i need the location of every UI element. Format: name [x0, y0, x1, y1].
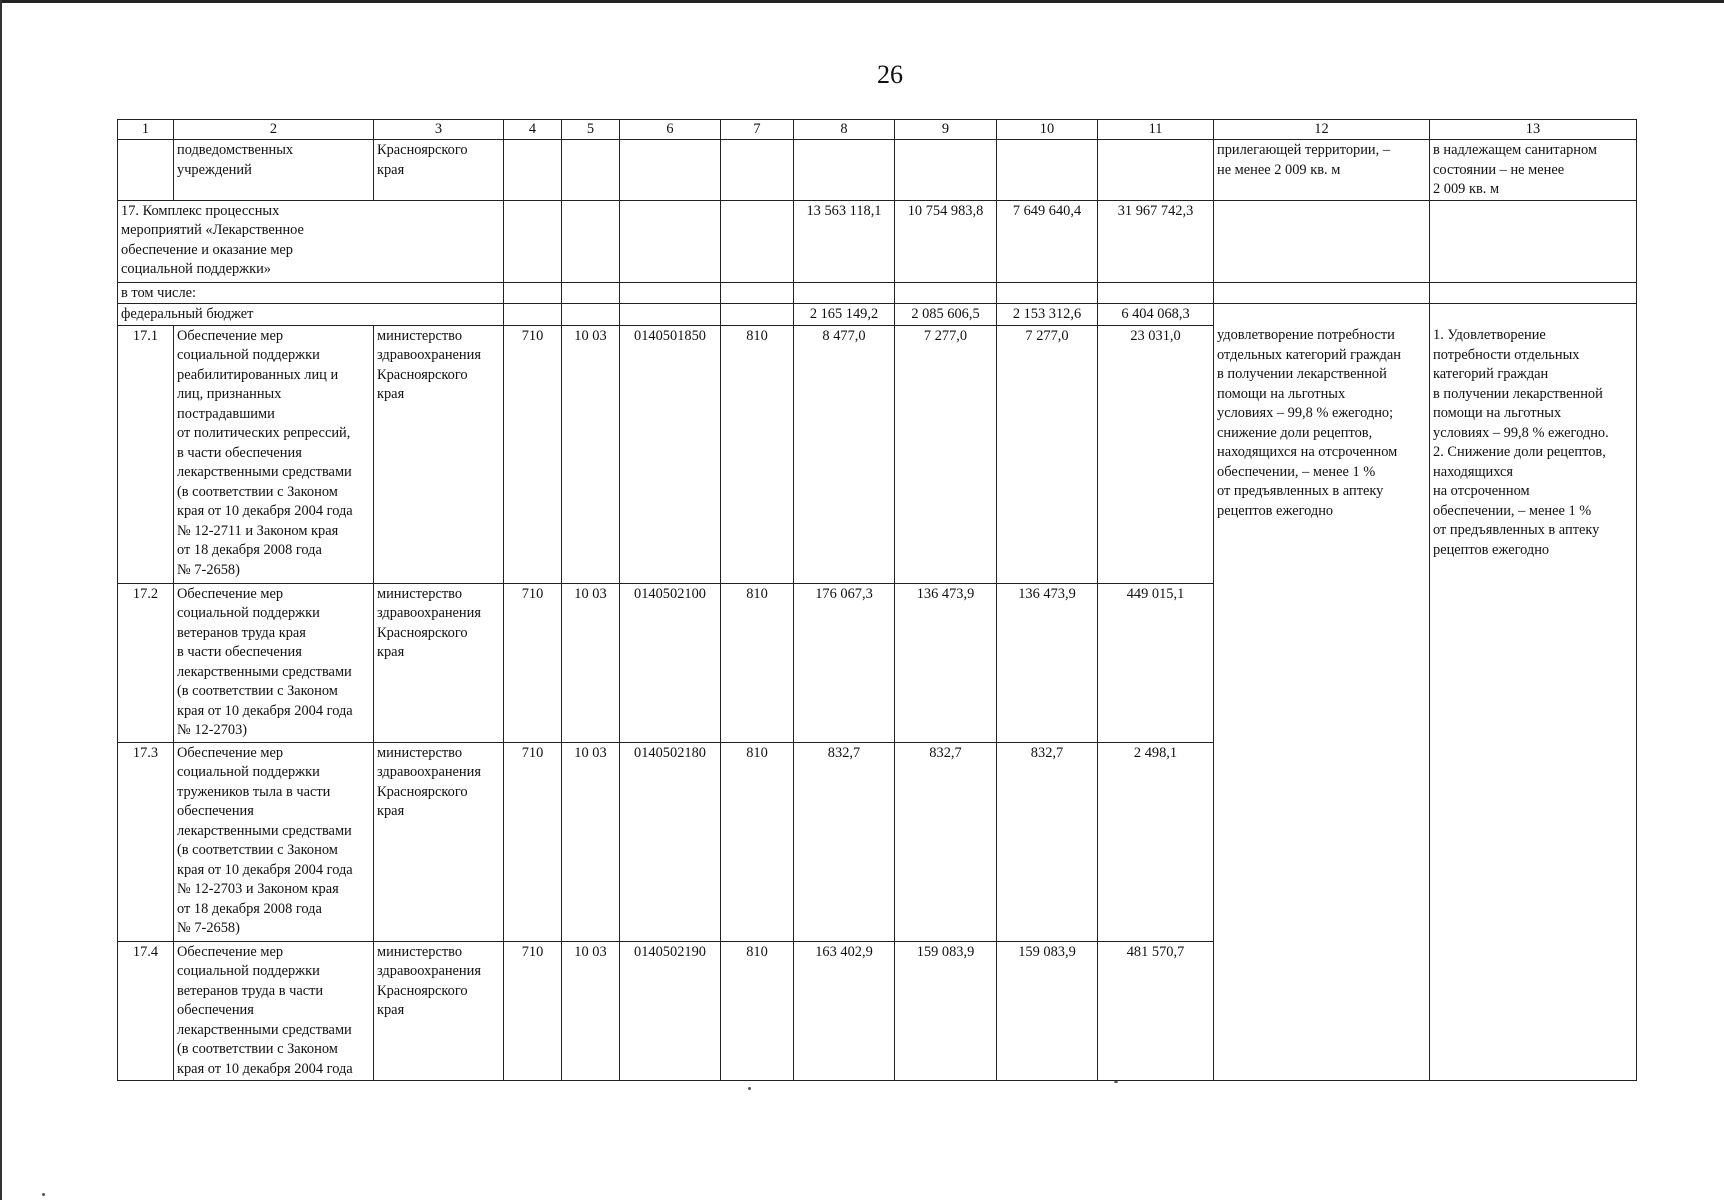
value-col-11: 2 498,1 [1098, 742, 1214, 941]
incl-cell-5 [562, 282, 620, 304]
col-num-13: 13 [1430, 120, 1637, 140]
cont-cell-6 [620, 140, 721, 201]
federal-budget-row [118, 304, 1637, 326]
complex-cell-7 [721, 200, 794, 282]
code-grbs: 710 [504, 583, 562, 742]
cont-cell-8 [794, 140, 895, 201]
incl-cell-9 [895, 282, 997, 304]
fed-cell-13 [1430, 304, 1637, 326]
incl-cell-10 [997, 282, 1098, 304]
value-col-10: 136 473,9 [997, 583, 1098, 742]
cont-cell-10 [997, 140, 1098, 201]
complex-cell-4 [504, 200, 562, 282]
row-number: 17.3 [118, 742, 174, 941]
col-num-2: 2 [174, 120, 374, 140]
cont-name: подведомственных учреждений [174, 140, 374, 201]
row-number: 17.4 [118, 941, 174, 1080]
complex-value-11: 31 967 742,3 [1098, 200, 1214, 282]
value-col-9: 832,7 [895, 742, 997, 941]
value-col-10: 7 277,0 [997, 325, 1098, 583]
complex-value-10: 7 649 640,4 [997, 200, 1098, 282]
code-target-article: 0140502180 [620, 742, 721, 941]
code-target-article: 0140502100 [620, 583, 721, 742]
code-target-article: 0140501850 [620, 325, 721, 583]
incl-cell-7 [721, 282, 794, 304]
col-num-3: 3 [374, 120, 504, 140]
fed-cell-5 [562, 304, 620, 326]
value-col-11: 23 031,0 [1098, 325, 1214, 583]
complex-value-8: 13 563 118,1 [794, 200, 895, 282]
complex-cell-6 [620, 200, 721, 282]
measure-name: Обеспечение мер социальной поддержки ветеранов труда края в части обеспечения лекарственными средствами (в соответствии с Законом края от 10 декабря 2004 года № 12-2703) [174, 583, 374, 742]
value-col-11: 449 015,1 [1098, 583, 1214, 742]
col-num-5: 5 [562, 120, 620, 140]
executor: министерство здравоохранения Красноярского края [374, 941, 504, 1080]
measure-name: Обеспечение мер социальной поддержки тружеников тыла в части обеспечения лекарственными средствами (в соответствии с Законом края от 10 декабря 2004 года № 12-2703 и Законом края от 18 декабря 2008 года № 7-2658) [174, 742, 374, 941]
cont-executor: Красноярского края [374, 140, 504, 201]
federal-value-8: 2 165 149,2 [794, 304, 895, 326]
cont-cell-9 [895, 140, 997, 201]
code-section: 10 03 [562, 941, 620, 1080]
incl-cell-13 [1430, 282, 1637, 304]
measure-name: Обеспечение мер социальной поддержки реабилитированных лиц и лиц, признанных пострадавшими от политических репрессий, в части обеспечения лекарственными средствами (в соответствии с Законом края от 10 декабря 2004 года № 12-2711 и Законом края от 18 декабря 2008 года № 7-2658) [174, 325, 374, 583]
value-col-9: 159 083,9 [895, 941, 997, 1080]
complex-title: 17. Комплекс процессных мероприятий «Лекарственное обеспечение и оказание мер социальной поддержки» [118, 200, 504, 282]
value-col-9: 136 473,9 [895, 583, 997, 742]
executor: министерство здравоохранения Красноярского края [374, 583, 504, 742]
code-grbs: 710 [504, 941, 562, 1080]
executor: министерство здравоохранения Красноярского края [374, 742, 504, 941]
incl-cell-6 [620, 282, 721, 304]
cont-result-13: в надлежащем санитарном состоянии – не менее 2 009 кв. м [1430, 140, 1637, 201]
code-expense-type: 810 [721, 583, 794, 742]
col-num-4: 4 [504, 120, 562, 140]
value-col-8: 8 477,0 [794, 325, 895, 583]
row-number: 17.2 [118, 583, 174, 742]
scan-speck [42, 1193, 45, 1196]
page-number: 26 [877, 60, 903, 89]
fed-cell-6 [620, 304, 721, 326]
including-label: в том числе: [118, 282, 504, 304]
col-num-11: 11 [1098, 120, 1214, 140]
executor: министерство здравоохранения Красноярского края [374, 325, 504, 583]
value-col-10: 159 083,9 [997, 941, 1098, 1080]
federal-value-9: 2 085 606,5 [895, 304, 997, 326]
value-col-9: 7 277,0 [895, 325, 997, 583]
column-number-row [118, 120, 1637, 140]
value-col-8: 832,7 [794, 742, 895, 941]
code-grbs: 710 [504, 325, 562, 583]
code-target-article: 0140502190 [620, 941, 721, 1080]
complex-cell-12 [1214, 200, 1430, 282]
col-num-1: 1 [118, 120, 174, 140]
scan-speck [748, 1087, 751, 1090]
fed-cell-12 [1214, 304, 1430, 326]
cont-result-12: прилегающей территории, – не менее 2 009 кв. м [1214, 140, 1430, 201]
cont-cell-1 [118, 140, 174, 201]
scan-speck [1114, 1081, 1118, 1083]
code-expense-type: 810 [721, 325, 794, 583]
federal-label: федеральный бюджет [118, 304, 504, 326]
federal-value-10: 2 153 312,6 [997, 304, 1098, 326]
code-section: 10 03 [562, 742, 620, 941]
col-num-12: 12 [1214, 120, 1430, 140]
code-expense-type: 810 [721, 742, 794, 941]
code-section: 10 03 [562, 583, 620, 742]
fed-cell-4 [504, 304, 562, 326]
incl-cell-4 [504, 282, 562, 304]
expected-result: удовлетворение потребности отдельных категорий граждан в получении лекарственной помощи на льготных условиях – 99,8 % ежегодно; снижение доли рецептов, находящихся на отсроченном обеспечении, – менее 1 % от предъявленных в аптеку рецептов ежегодно [1214, 325, 1430, 1080]
complex-value-9: 10 754 983,8 [895, 200, 997, 282]
program-table [117, 119, 1637, 1081]
value-col-8: 176 067,3 [794, 583, 895, 742]
complex-row [118, 200, 1637, 282]
incl-cell-12 [1214, 282, 1430, 304]
code-section: 10 03 [562, 325, 620, 583]
measure-name: Обеспечение мер социальной поддержки ветеранов труда в части обеспечения лекарственными средствами (в соответствии с Законом края от 10 декабря 2004 года [174, 941, 374, 1080]
continuation-row [118, 140, 1637, 201]
fed-cell-7 [721, 304, 794, 326]
complex-cell-13 [1430, 200, 1637, 282]
cont-cell-7 [721, 140, 794, 201]
cont-cell-5 [562, 140, 620, 201]
row-number: 17.1 [118, 325, 174, 583]
federal-value-11: 6 404 068,3 [1098, 304, 1214, 326]
including-row [118, 282, 1637, 304]
complex-cell-5 [562, 200, 620, 282]
col-num-6: 6 [620, 120, 721, 140]
left-border-line [0, 0, 2, 1200]
target-indicator: 1. Удовлетворение потребности отдельных категорий граждан в получении лекарственной помощи на льготных условиях – 99,8 % ежегодно. 2. Снижение доли рецептов, находящихся на отсроченном обеспечении, – менее 1 % от предъявленных в аптеку рецептов ежегодно [1430, 325, 1637, 1080]
col-num-8: 8 [794, 120, 895, 140]
value-col-11: 481 570,7 [1098, 941, 1214, 1080]
top-border-line [0, 0, 1724, 3]
col-num-7: 7 [721, 120, 794, 140]
code-grbs: 710 [504, 742, 562, 941]
value-col-10: 832,7 [997, 742, 1098, 941]
code-expense-type: 810 [721, 941, 794, 1080]
incl-cell-11 [1098, 282, 1214, 304]
value-col-8: 163 402,9 [794, 941, 895, 1080]
col-num-9: 9 [895, 120, 997, 140]
cont-cell-4 [504, 140, 562, 201]
incl-cell-8 [794, 282, 895, 304]
cont-cell-11 [1098, 140, 1214, 201]
table-row [118, 325, 1637, 583]
col-num-10: 10 [997, 120, 1098, 140]
